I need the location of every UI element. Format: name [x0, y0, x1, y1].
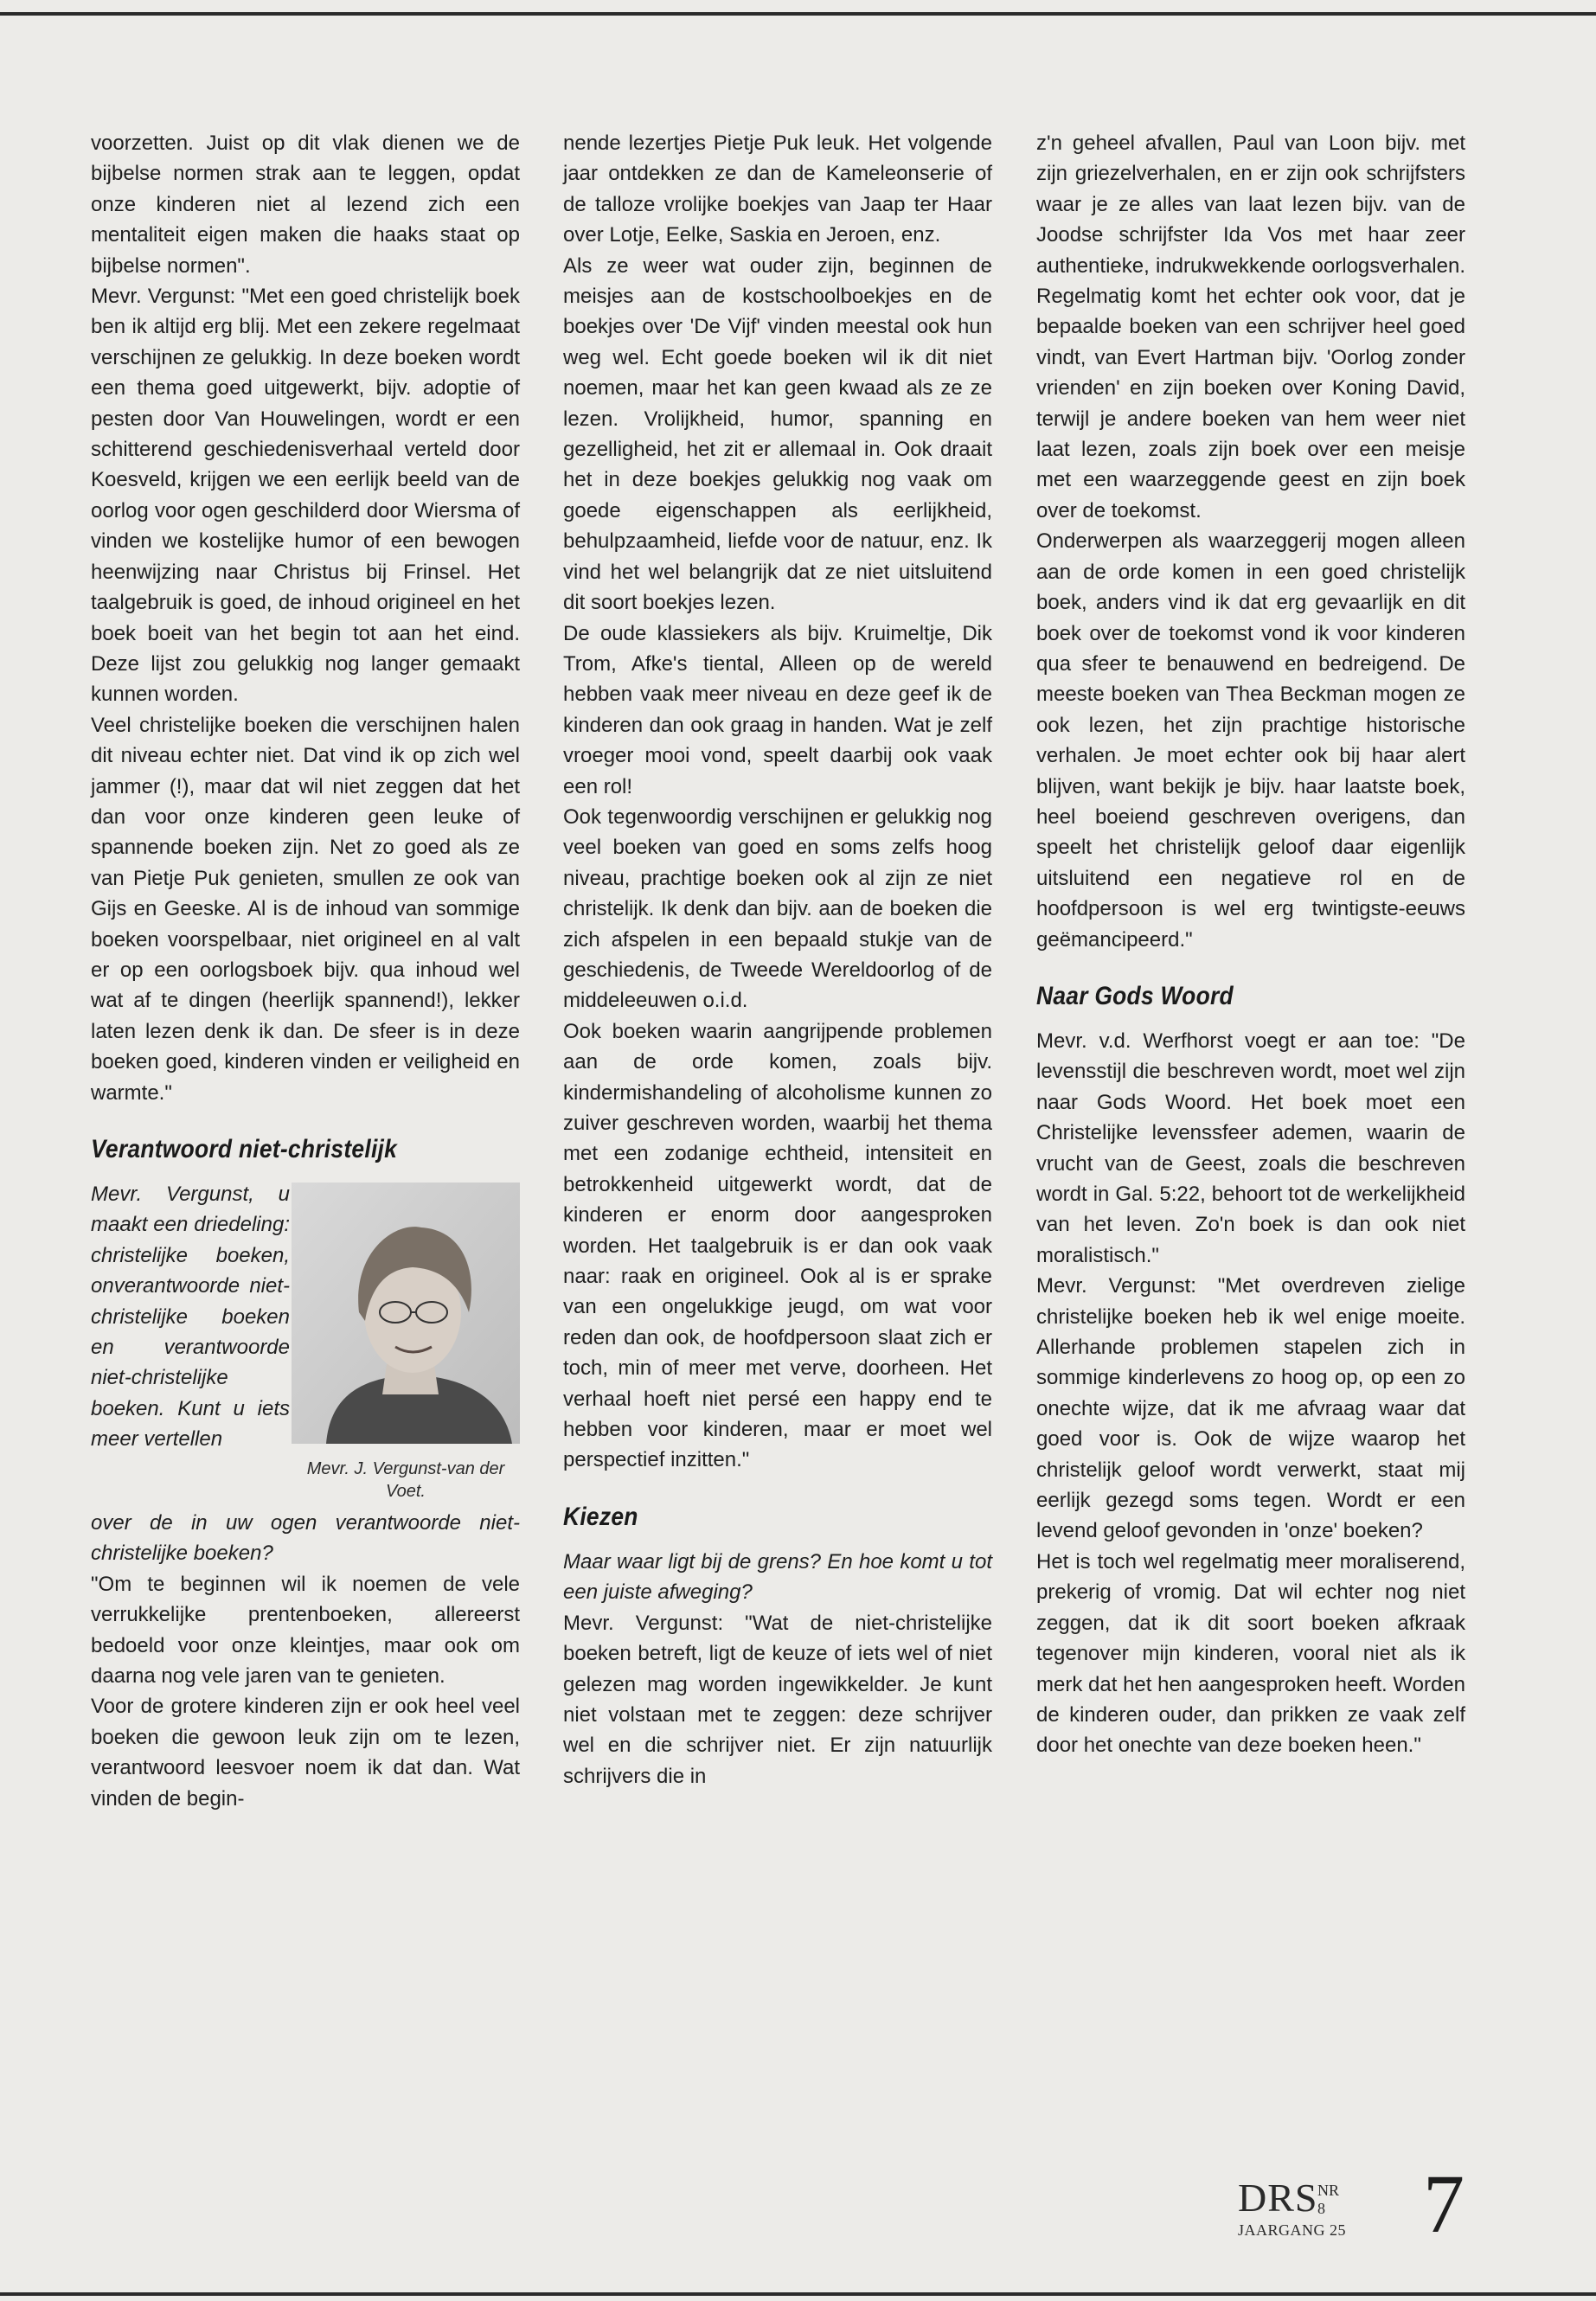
- interview-question-continued: over de in uw ogen verantwoorde niet-christelijke boeken?: [91, 1511, 520, 1566]
- right-paragraph-2: Onderwerpen als waarzeggerij mogen alleen aan de orde komen in een goed christelijk boek, anders vind ik dat erg gevaarlijk en dit boek over de toekomst vond ik voor kinderen qua sfeer te benauwend en bedreigend. De meeste boeken van Thea Beckman mogen ze ook lezen, het zijn prachtige historische verhalen. Je moet echter ook bij haar alert blijven, want bekijk je bijv. haar laatste boek, heel boeiend geschreven overigens, dan speelt het christelijk geloof daar eigenlijk uitsluitend een negatieve rol en de hoofdpersoon is wel erg twintigste-eeuws geëmancipeerd.": [1036, 529, 1465, 952]
- interview-question: Mevr. Vergunst, u maakt een driedeling: christelijke boeken, onverantwoorde niet-christelijke boeken en verantwoorde niet-christelijke boeken. Kunt u iets meer vertellen: [91, 1183, 290, 1452]
- page-number: 7: [1423, 2157, 1465, 2250]
- portrait-photo: [292, 1183, 520, 1444]
- heading-verantwoord: Verantwoord niet-christelijk: [91, 1135, 398, 1163]
- left-paragraph-5: Voor de grotere kinderen zijn er ook heel veel boeken die gewoon leuk zijn om te lezen, verantwoord leesvoer noem ik dat dan. Wat vinden de begin-: [91, 1695, 520, 1811]
- left-column: [91, 128, 520, 1814]
- middle-paragraph-6: Mevr. Vergunst: "Wat de niet-christelijke boeken betreft, ligt de keuze of iets wel of niet gelezen mag worden ingewikkelder. Je kunt niet volstaan met te zeggen: deze schrijver wel en die schrijver niet. Er zijn natuurlijk schrijvers die in: [563, 1611, 992, 1788]
- middle-paragraph-2: Als ze weer wat ouder zijn, beginnen de meisjes aan de kostschoolboekjes en de boekjes over 'De Vijf' vinden meestal ook hun weg wel. Echt goede boeken wil ik dit niet noemen, maar het kan geen kwaad als ze ze lezen. Vrolijkheid, humor, spanning en gezelligheid, het zit er allemaal in. Ook draait het in deze boekjes gelukkig nog vaak om goede eigenschappen als eerlijkheid, behulpzaamheid, liefde voor de natuur, enz. Ik vind het wel belangrijk dat ze niet uitsluitend dit soort boekjes lezen.: [563, 253, 992, 615]
- middle-paragraph-1: nende lezertjes Pietje Puk leuk. Het volgende jaar ontdekken ze dan de Kameleonserie of de talloze vrolijke boekjes van Jaap ter Haar over Lotje, Eelke, Saskia en Jeroen, enz.: [563, 131, 992, 247]
- middle-paragraph-5: Ook boeken waarin aangrijpende problemen aan de orde komen, zoals bijv. kindermishandeling of alcoholisme kunnen zo zuiver geschreven worden, waarbij het thema met een zodanige echtheid, intensiteit en betrokkenheid uitgewerkt wordt, dat de kinderen er enorm door aangesproken worden. Het taalgebruik is er dan ook vaak naar: raak en origineel. Ook al is er sprake van een ongelukkige jeugd, om wat voor reden dan ook, de hoofdpersoon slaat zich er toch, min of meer met verve, doorheen. Het verhaal hoeft niet persé een happy end te hebben voor kinderen, maar er moet wel perspectief inzitten.": [563, 1019, 992, 1472]
- heading-naar-gods-woord: Naar Gods Woord: [1036, 981, 1234, 1010]
- middle-paragraph-4: Ook tegenwoordig verschijnen er gelukkig nog veel boeken van goed en soms zelfs hoog niveau, prachtige boeken ook al zijn ze niet christelijk. Ik denk dan bijv. aan de boeken die zich afspelen in een bepaald stukje van de geschiedenis, de Tweede Wereldoorlog of de middeleeuwen o.i.d.: [563, 804, 992, 1013]
- magazine-footer: [1238, 2178, 1346, 2240]
- right-paragraph-4: Mevr. Vergunst: "Met overdreven zielige christelijke boeken heb ik wel enige moeite. Allerhande problemen stapelen zich in sommige kinderlevens zo hoog op, op een zo onechte wijze, dat ik me afvraag waar dat goed voor is. Ook de wijze waarop het christelijk geloof wordt verwerkt, staat mij eerlijk gezegd soms tegen. Wordt er een levend geloof gevonden in 'onze' boeken?: [1036, 1274, 1465, 1543]
- left-paragraph-1: voorzetten. Juist op dit vlak dienen we de bijbelse normen strak aan te leggen, opdat onze kinderen niet al lezend zich een mentaliteit eigen maken die haaks staat op bijbelse normen".: [91, 131, 520, 278]
- portrait-figure: [292, 1183, 520, 1503]
- magazine-brand: DRS: [1238, 2176, 1318, 2220]
- left-paragraph-2: Mevr. Vergunst: "Met een goed christelijk boek ben ik altijd erg blij. Met een zekere regelmaat verschijnen ze gelukkig. In deze boeken wordt een thema goed uitgewerkt, bijv. adoptie of pesten door Van Houwelingen, wordt er een schitterend geschiedenisverhaal verteld door Koesveld, krijgen we een eerlijk beeld van de oorlog voor ogen geschilderd door Wiersma of vinden we kostelijke humor of een bewogen heenwijzing naar Christus bij Frinsel. Het taalgebruik is goed, de inhoud origineel en het boek boeit van het begin tot aan het eind. Deze lijst zou gelukkig nog langer gemaakt kunnen worden.: [91, 285, 520, 707]
- left-paragraph-3: Veel christelijke boeken die verschijnen halen dit niveau echter niet. Dat vind ik op zich wel jammer (!), maar dat wil niet zeggen dat het dan voor onze kinderen geen leuke of spannende boeken zijn. Net zo goed als ze van Pietje Puk genieten, smullen ze ook van Gijs en Geeske. Al is de inhoud van sommige boeken voorspelbaar, niet origineel en al valt er op een oorlogsboek bijv. qua inhoud wel wat af te dingen (heerlijk spannend!), lekker laten lezen denk ik dan. De sfeer is in deze boeken goed, kinderen vinden er veiligheid en warmte.": [91, 713, 520, 1105]
- right-paragraph-5: Het is toch wel regelmatig meer moraliserend, prekerig of vromig. Dat wil echter nog niet zeggen, dat ik dit soort boeken afkraak tegenover mijn kinderen, vooral niet als ik merk dat het hen aangesproken heeft. Worden de kinderen ouder, dan prikken ze vaak zelf door het onechte van deze boeken heen.": [1036, 1549, 1465, 1758]
- issue-number: NR 8: [1317, 2182, 1340, 2217]
- portrait-caption: Mevr. J. Vergunst-van der Voet.: [306, 1459, 505, 1501]
- middle-paragraph-3: De oude klassiekers als bijv. Kruimeltje, Dik Trom, Afke's tiental, Alleen op de wereld hebben vaak meer niveau en deze geef ik de kinderen dan ook graag in handen. Wat je zelf vroeger mooi vond, speelt daarbij ook vaak een rol!: [563, 621, 992, 798]
- middle-column: [563, 128, 992, 1791]
- bottom-rule: [0, 2292, 1596, 2296]
- right-column: [1036, 128, 1465, 1761]
- volume-label: JAARGANG 25: [1238, 2221, 1347, 2239]
- interview-question-block: [91, 1179, 520, 1508]
- heading-kiezen: Kiezen: [563, 1502, 638, 1531]
- top-rule: [0, 12, 1596, 16]
- right-paragraph-3: Mevr. v.d. Werfhorst voegt er aan toe: "De levensstijl die beschreven wordt, moet wel zijn naar Gods Woord. Het boek moet een Christelijke levenssfeer ademen, waarin de vrucht van de Geest, zoals die beschreven wordt in Gal. 5:22, behoort tot de werkelijkheid van het leven. Zo'n boek is dan ook niet moralistisch.": [1036, 1029, 1465, 1267]
- right-paragraph-1: z'n geheel afvallen, Paul van Loon bijv. met zijn griezelverhalen, en er zijn ook schrijfsters waar je ze alles van laat lezen bijv. van de Joodse schrijfster Ida Vos met haar zeer authentieke, indrukwekkende oorlogsverhalen. Regelmatig komt het echter ook voor, dat je bepaalde boeken van een schrijver heel goed vindt, van Evert Hartman bijv. 'Oorlog zonder vrienden' en zijn boeken over Koning David, terwijl je andere boeken van hem weer niet laat lezen, zoals zijn boek over een meisje met een waarzeggende geest en zijn boek over de toekomst.: [1036, 131, 1465, 522]
- kiezen-question: Maar waar ligt bij de grens? En hoe komt u tot een juiste afweging?: [563, 1549, 992, 1605]
- left-paragraph-4: "Om te beginnen wil ik noemen de vele verrukkelijke prentenboeken, allereerst bedoeld voor onze kleintjes, maar ook om daarna nog vele jaren van te genieten.: [91, 1572, 520, 1689]
